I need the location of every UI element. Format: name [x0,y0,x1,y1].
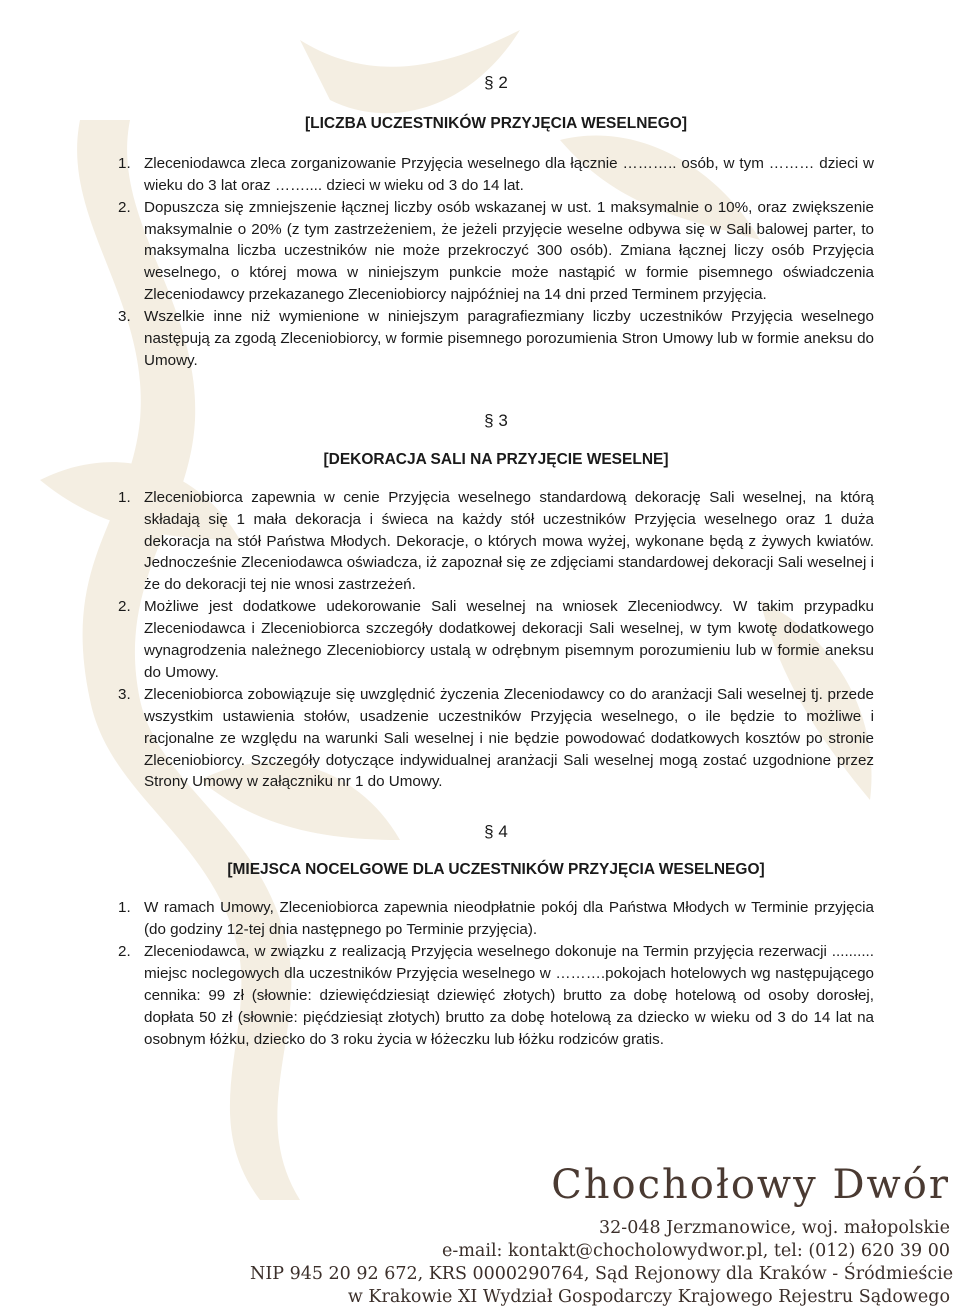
company-address: 32-048 Jerzmanowice, woj. małopolskie [599,1218,950,1238]
item-text: Zleceniobiorca zapewnia w cenie Przyjęcia weselnego standardową dekorację Sali weselnej, na którą składają się 1 mała dekoracja i świeca na każdy stół uczestników Przyjęcia weselnego oraz 1 duża dekoracja na stół Państwa Młodych. Dekoracje, o których mowa wyżej, wykonane będą z żywych kwiatów. Jednocześnie Zleceniodawca oświadcza, iż zapoznał się ze zdjęciami standardowej dekoracji Sali weselnej i że do dekoracji tej nie wnosi zastrzeżeń. [144,488,874,594]
section-number: § 2 [484,73,508,92]
section-list [118,897,874,1050]
list-item [118,487,874,597]
list-item [118,941,874,1051]
item-text: Zleceniodawca zleca zorganizowanie Przyjęcia weselnego dla łącznie ……….. osób, w tym ……… dzieci w wieku do 3 lat oraz …….... dzieci w wieku od 3 do 14 lat. [144,154,874,194]
company-contact: e-mail: kontakt@chocholowydwor.pl, tel: (012) 620 39 00 [442,1241,950,1261]
company-court: w Krakowie XI Wydział Gospodarczy Krajowego Rejestru Sądowego [347,1287,950,1307]
item-text: Zleceniodawca, w związku z realizacją Przyjęcia weselnego dokonuje na Termin przyjęcia rezerwacji .......... miejsc noclegowych dla uczestników Przyjęcia weselnego w ……….pokojach hotelowych wg następującego cennika: 99 zł (słownie: dziewięćdziesiąt dziewięć złotych) brutto za dobę hotelową od osoby dorosłej, dopłata 50 zł (słownie: pięćdziesiąt złotych) brutto za dobę hotelową za dziecko w wieku od 3 do 14 lat na osobnym łóżku, dziecko do 3 roku życia w łóżeczku lub łóżku rodziców gratis. [144,943,874,1048]
section-2 [118,72,874,372]
section-list [118,153,874,372]
list-item [118,897,874,941]
item-number: 3. [118,685,131,703]
section-number: § 4 [484,822,508,842]
item-number: 1. [118,899,131,917]
item-number: 3. [118,308,131,326]
item-text: Możliwe jest dodatkowe udekorowanie Sali weselnej na wniosek Zleceniodwcy. W takim przypadku Zleceniodawca i Zleceniobiorca szczegóły dodatkowej dekoracji Sali weselnej, w tym kwotę dodatkowego wynagrodzenia należnego Zleceniobiorcy ustalą w odrębnym pisemnym porozumieniu lub w formie aneksu do Umowy. [144,598,874,681]
section-4 [118,821,874,1050]
section-number: § 3 [484,410,508,430]
section-title: [LICZBA UCZESTNIKÓW PRZYJĘCIA WESELNEGO] [304,114,688,132]
company-registry: NIP 945 20 92 672, KRS 0000290764, Sąd Rejonowy dla Kraków - Śródmieście [250,1264,954,1284]
section-title: [MIEJSCA NOCELGOWE DLA UCZESTNIKÓW PRZYJĘCIA WESELNEGO] [227,861,765,879]
item-number: 2. [118,198,131,216]
company-logo-text: Chochołowy Dwór [551,1162,950,1208]
item-text: W ramach Umowy, Zleceniobiorca zapewnia nieodpłatnie pokój dla Państwa Młodych w Terminie przyjęcia (do godziny 12-tej dnia następnego po Terminie przyjęcia). [144,899,874,939]
item-text: Wszelkie inne niż wymienione w niniejszym paragrafiezmiany liczby uczestników Przyjęcia weselnego następują za zgodą Zleceniobiorcy, w formie pisemnego porozumienia Stron Umowy lub w formie aneksu do Umowy. [144,308,874,369]
item-number: 1. [118,488,131,506]
document-body [118,72,874,1051]
item-number: 2. [118,943,131,960]
item-number: 1. [118,154,131,172]
list-item [118,596,874,684]
list-item [118,684,874,794]
list-item [118,306,874,372]
list-item [118,153,874,197]
section-3 [118,410,874,794]
item-number: 2. [118,598,131,616]
item-text: Zleceniobiorca zobowiązuje się uwzględnić życzenia Zleceniodawcy co do aranżacji Sali weselnej tj. przede wszystkim ustawienia stołów, usadzenie uczestników Przyjęcia weselnego, o ile będzie to możliwe i racjonalne ze względu na warunki Sali weselnej i nie będzie powodować dodatkowych kosztów po stronie Zleceniobiorcy. Szczegóły dotyczące indywidualnej aranżacji Sali weselnej mogą zostać uzgodnione przez Strony Umowy w załączniku nr 1 do Umowy. [144,685,874,791]
section-title: [DEKORACJA SALI NA PRZYJĘCIE WESELNE] [323,450,669,468]
section-list [118,487,874,794]
item-text: Dopuszcza się zmniejszenie łącznej liczby osób wskazanej w ust. 1 maksymalnie o 10%, oraz zwiększenie maksymalnie o 20% (z tym zastrzeżeniem, że jeżeli przyjęcie weselne odbywa się w Sali balowej parter, to maksymalna liczba uczestników nie może przekroczyć 300 osób). Zmiana łącznej liczy osób Przyjęcia weselnego, o której mowa w niniejszym punkcie może nastąpić w formie pisemnego oświadczenia Zleceniodawcy przekazanego Zleceniobiorcy najpóźniej na 14 dni przed Terminem przyjęcia. [144,198,874,304]
list-item [118,197,874,307]
